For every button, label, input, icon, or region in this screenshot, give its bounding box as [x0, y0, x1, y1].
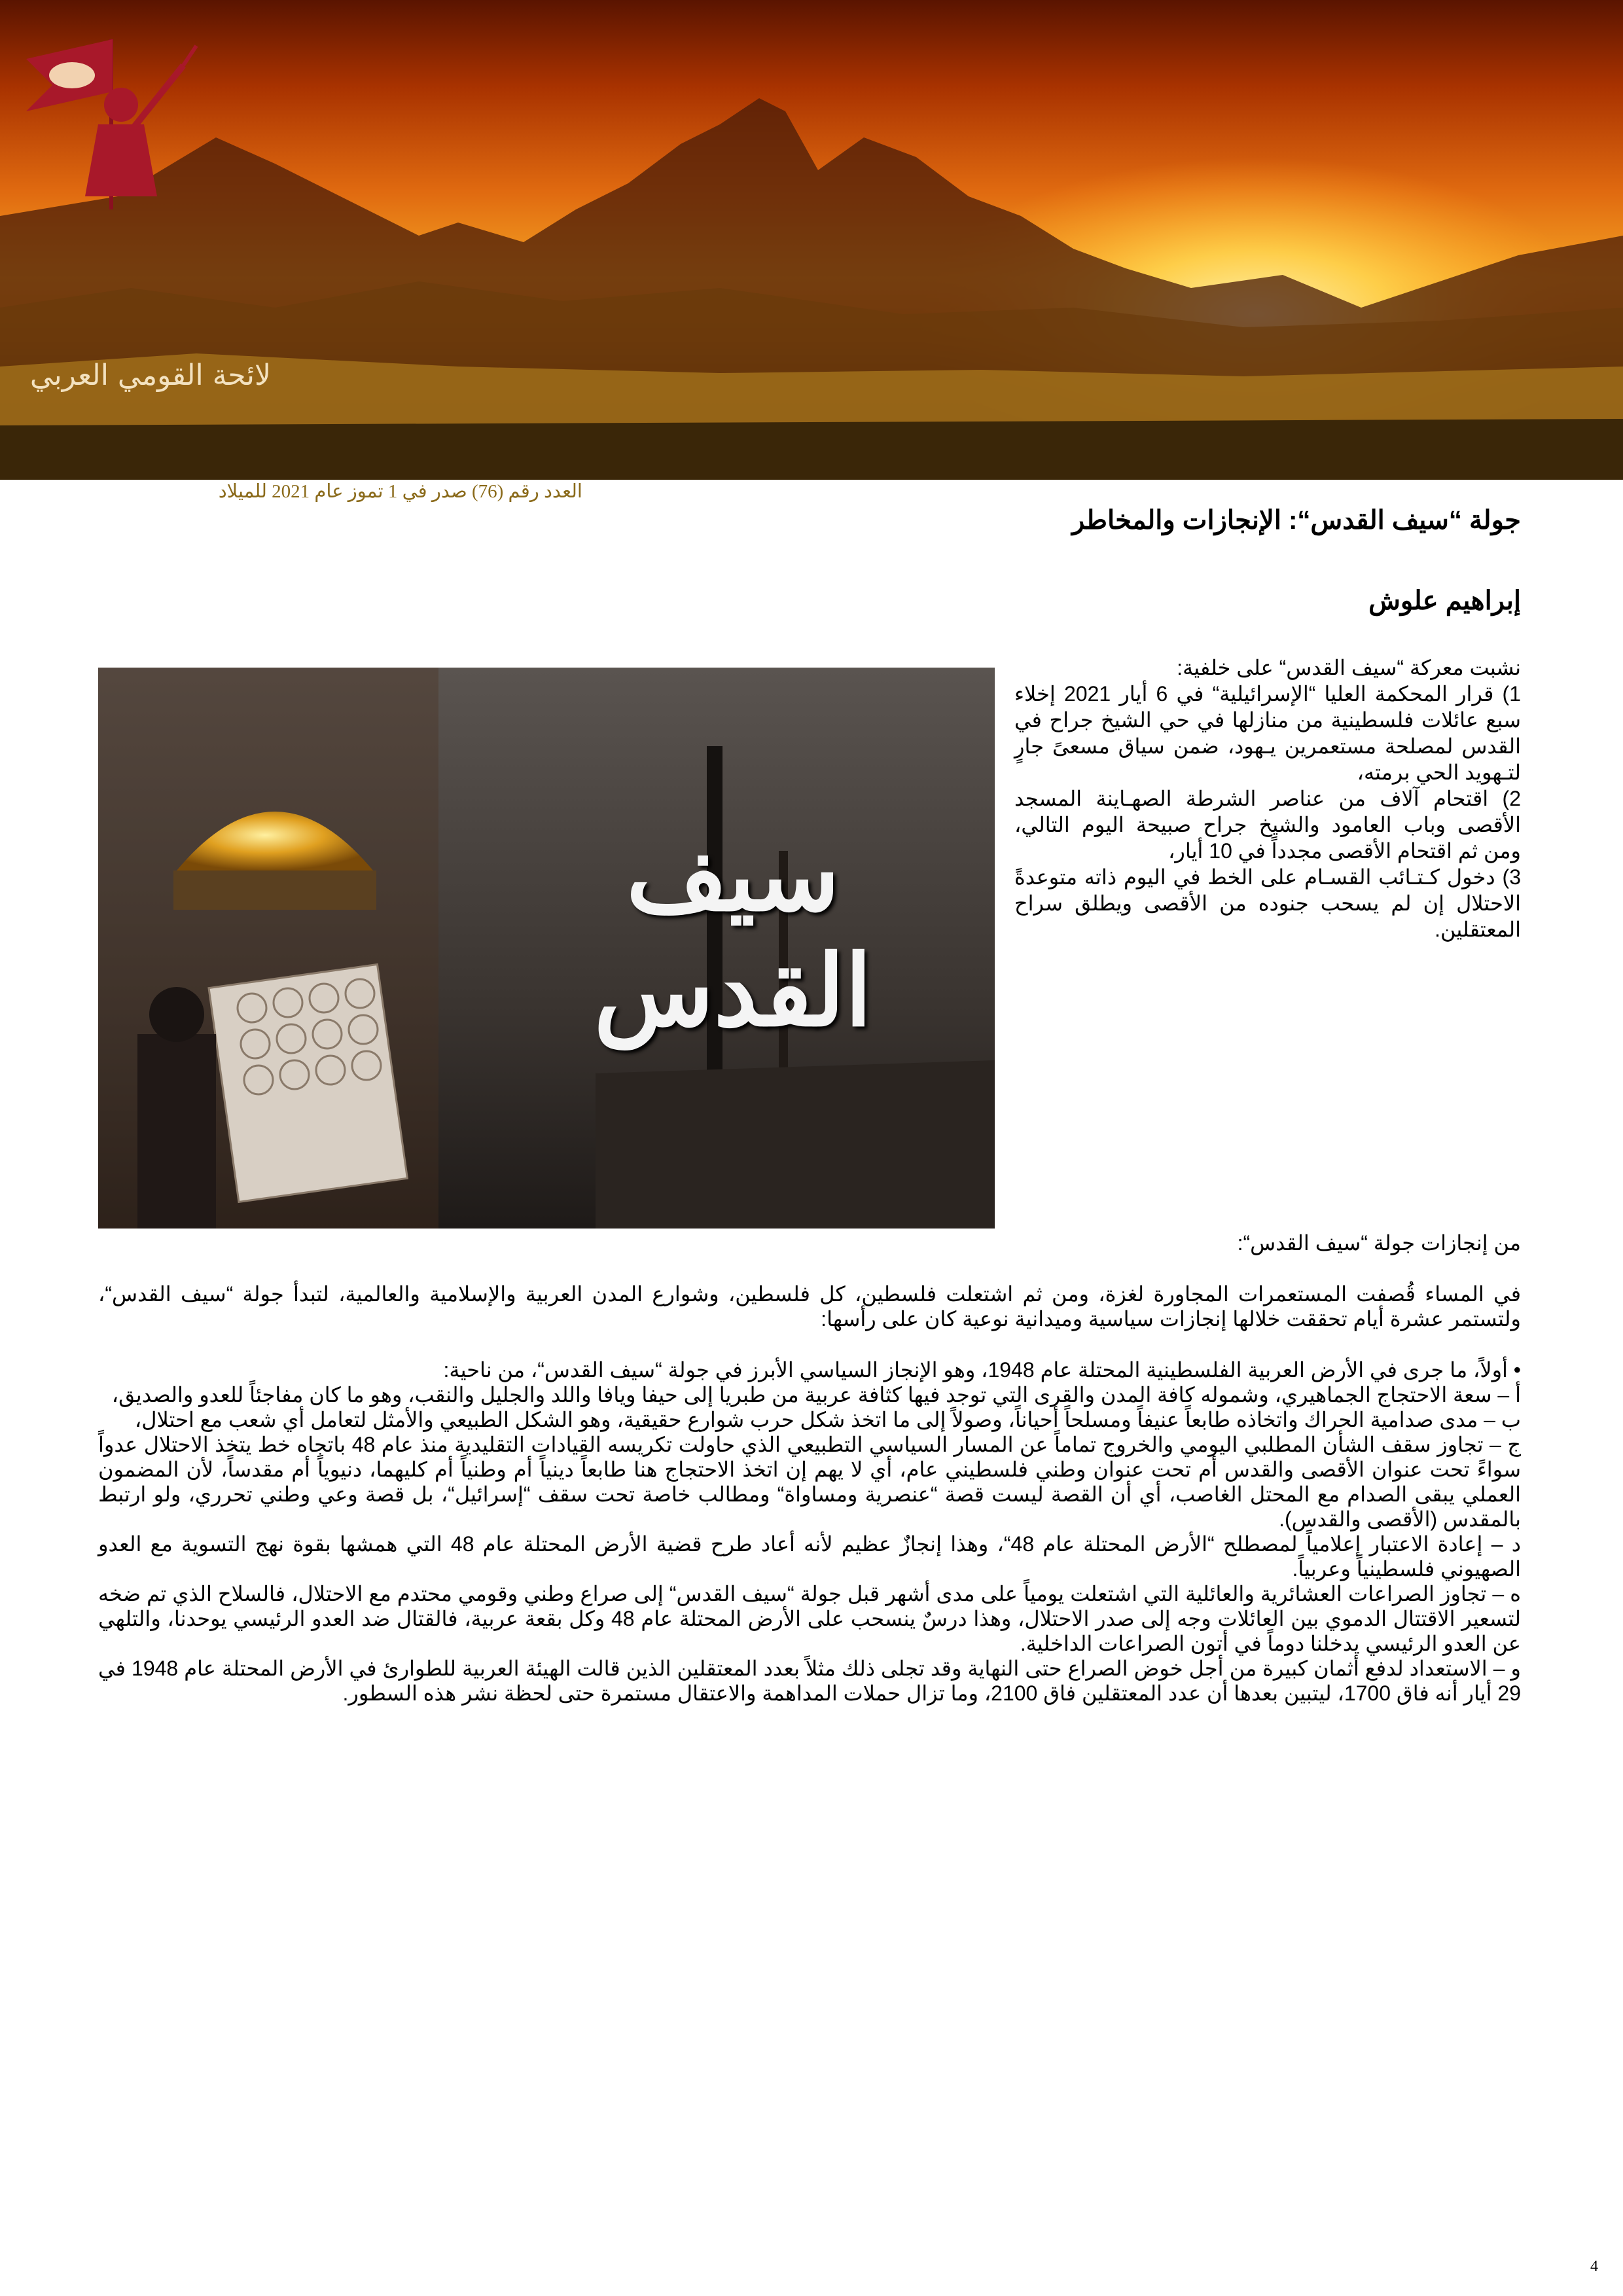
logo-icon: [0, 0, 249, 262]
item-waw: و – الاستعداد لدفع أثمان كبيرة من أجل خوض الصراع حتى النهاية وقد تجلى ذلك مثلاً بعدد المعتقلين الذين قالت الهيئة العربية للطوارئ في الأرض المحتلة عام 1948 في 29 أيار أنه فاق 1700، ليتبين بعدها أن عدد المعتقلين فاق 2100، وما تزال حملات المداهمة والاعتقال مستمرة حتى لحظة نشر هذه السطور.: [98, 1657, 1521, 1705]
intro-point-3: 3) دخول كـتـائب القسـام على الخط في اليوم ذاته متوعدةً الاحتلال إن لم يسحب جنوده من الأقصى ويطلق سراح المعتقلين.: [1014, 865, 1521, 941]
intro-point-2: 2) اقتحام آلاف من عناصر الشرطة الصهـاينة المسجد الأقصى وباب العامود والشيخ جراح صبيحة اليوم التالي، ومن ثم اقتحام الأقصى مجدداً في 10 أيار،: [1014, 787, 1521, 863]
page-number: 4: [1590, 2258, 1598, 2275]
evening-paragraph: في المساء قُصفت المستعمرات المجاورة لغزة، ومن ثم اشتعلت فلسطين، كل فلسطين، وشوارع المدن العربية والإسلامية والعالمية، لتبدأ جولة “سيف القدس“، ولتستمر عشرة أيام تحققت خلالها إنجازات سياسية وميدانية نوعية كان على رأسها:: [98, 1282, 1521, 1331]
item-ba: ب – مدى صدامية الحراك واتخاذه طابعاً عنيفاً ومسلحاً أحياناً، وصولاً إلى ما اتخذ شكل حرب شوارع حقيقية، وهو الشكل الطبيعي والأمثل لتعامل أي شعب مع احتلال،: [134, 1408, 1521, 1431]
item-dal: د – إعادة الاعتبار إعلامياً لمصطلح “الأرض المحتلة عام 48“، وهذا إنجازٌ عظيم لأنه أعاد طرح قضية الأرض المحتلة عام 48 التي همشها بقوة نهج التسوية مع العدو الصهيوني فلسطينياً وعربياً.: [98, 1532, 1522, 1581]
logo-text: لائحة القومي العربي: [29, 359, 272, 392]
article-body: [98, 1230, 1521, 1706]
issue-line: العدد رقم (76) صدر في 1 تموز عام 2021 للميلاد: [218, 481, 582, 502]
item-alef: أ – سعة الاحتجاج الجماهيري، وشموله كافة المدن والقرى التي توجد فيها كثافة عربية من طبريا إلى حيفا ويافا واللد والجليل والنقب، وهو ما كان مفاجئاً للعدو والصديق،: [111, 1383, 1521, 1407]
first-point: • أولاً، ما جرى في الأرض العربية الفلسطينية المحتلة عام 1948، وهو الإنجاز السياسي الأبرز في جولة “سيف القدس“، من ناحية:: [443, 1358, 1521, 1382]
article-title: جولة “سيف القدس“: الإنجازات والمخاطر: [1072, 506, 1521, 535]
item-jim: ج – تجاوز سقف الشأن المطلبي اليومي والخروج تماماً عن المسار السياسي التطبيعي الذي حاولت تكريسه القيادات التقليدية منذ عام 48 باتجاه خط يتخذ الاحتلال عدواً سواءً تحت عنوان الأقصى والقدس أم تحت عنوان وطني فلسطيني عام، أي لا يهم إن اتخذ الاحتجاج هنا طابعاً دينياً أم وطنياً أم كليهما، دنيوياً أم مقدساً، لأن المضمون العملي يبقى الصدام مع المحتل الغاصب، أي أن القصة ليست قصة “عنصرية ومساواة“ ومطالب خاصة تحت سقف “إسرائيل“، بل قصة وعي وطني تحرري، ولو ارتبط بالمقدس (الأقصى والقدس).: [98, 1433, 1522, 1531]
intro-column: [1014, 655, 1521, 942]
article-author: إبراهيم علوش: [1368, 586, 1521, 615]
header-banner: [0, 0, 1623, 480]
achievements-heading: من إنجازات جولة “سيف القدس“:: [1237, 1231, 1521, 1255]
item-ha: ه – تجاوز الصراعات العشائرية والعائلية التي اشتعلت يومياً على مدى أشهر قبل جولة “سيف القدس“ إلى صراع وطني وقومي محتدم مع الاحتلال، فالسلاح الذي تم ضخه لتسعير الاقتتال الدموي بين العائلات وجه إلى صدر الاحتلال، وهذا درسٌ ينسحب على الأرض المحتلة عام 48 وكل بقعة عربية، فالقتال ضد العدو الرئيسي يوحدنا، والتلهي عن العدو الرئيسي يدخلنا دوماً في أتون الصراعات الداخلية.: [98, 1582, 1522, 1655]
intro-lead: نشبت معركة “سيف القدس“ على خلفية:: [1177, 656, 1521, 679]
intro-point-1: 1) قرار المحكمة العليا “الإسرائيلية“ في 6 أيار 2021 إخلاء سبع عائلات فلسطينية من منازلها في حي الشيخ جراح في القدس لمصلحة مستعمرين يـهود، ضمن سياق مسعىً جارٍ لتـهويد الحي برمته،: [1014, 682, 1522, 784]
article-photo: [98, 668, 995, 1229]
photo-title: سيف القدس: [594, 818, 872, 1049]
